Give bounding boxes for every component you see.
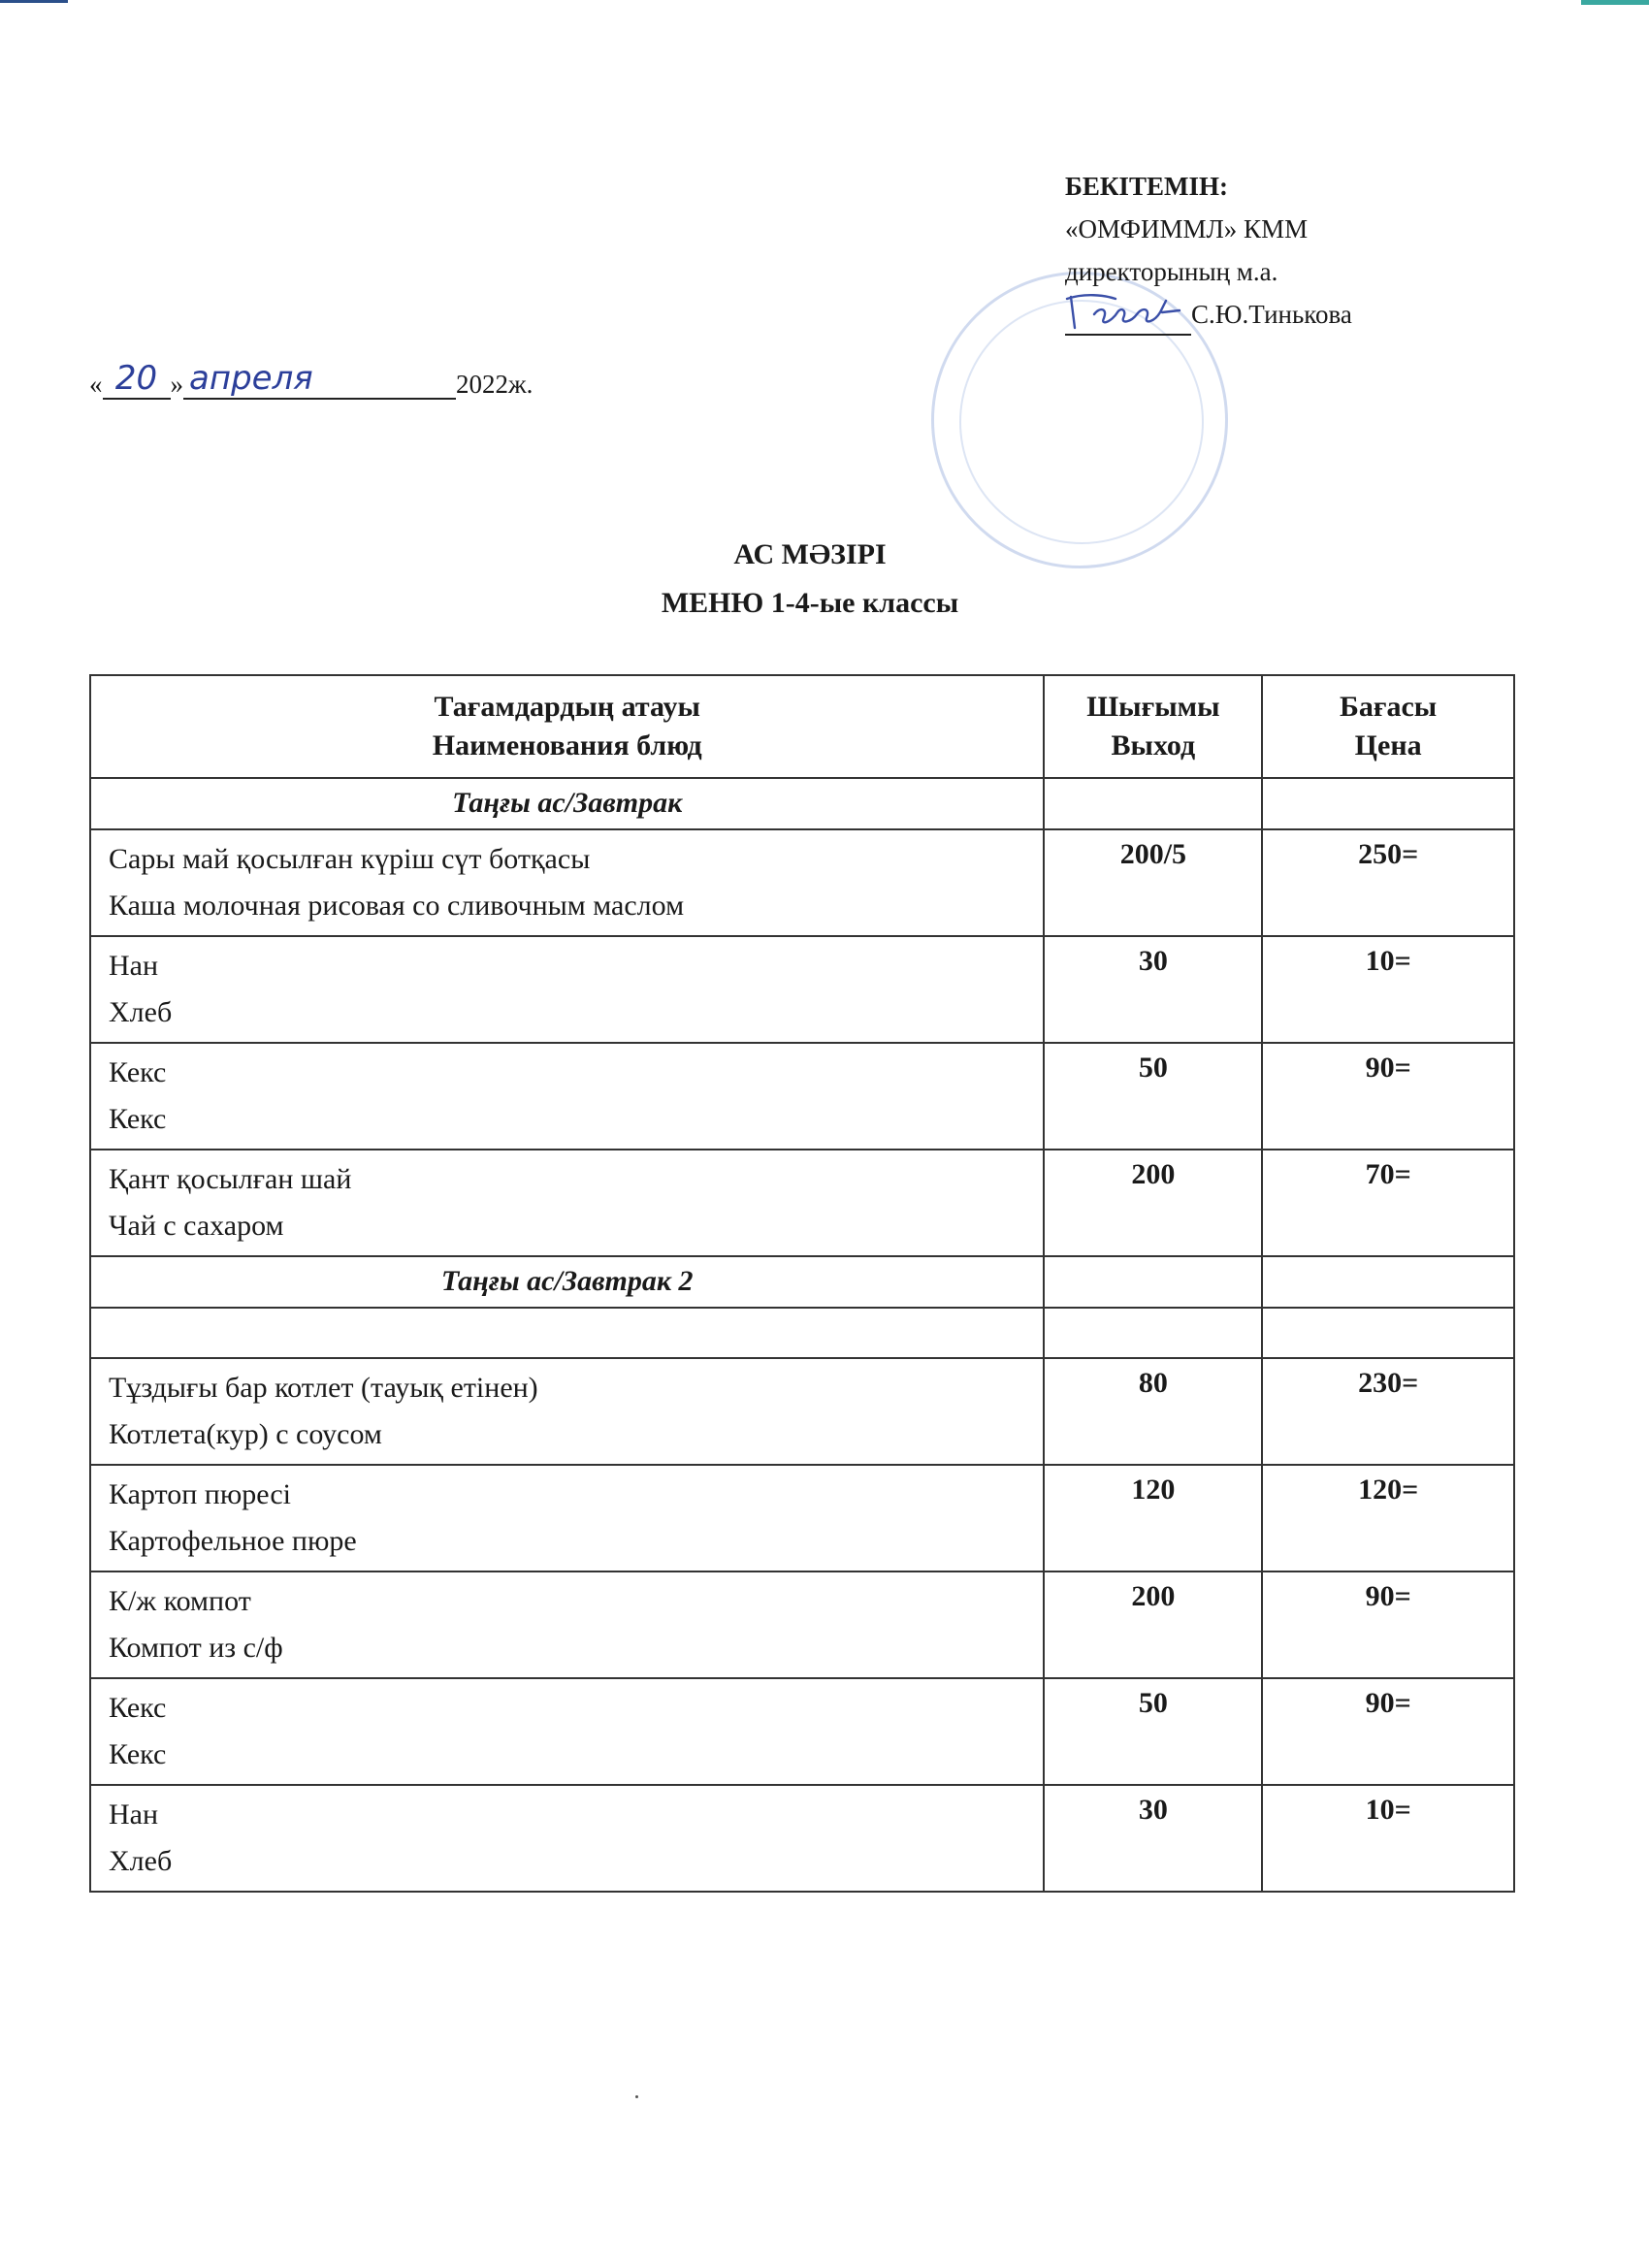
dish-name-kz: Сары май қосылған күріш сүт ботқасы — [109, 843, 591, 875]
table-row — [90, 1358, 1514, 1465]
header-yield-kz: Шығымы — [1086, 691, 1220, 723]
dish-yield: 50 — [1044, 1678, 1262, 1785]
header-price — [1262, 675, 1514, 778]
dish-yield: 200 — [1044, 1571, 1262, 1678]
dish-name-kz: Нан — [109, 1798, 159, 1831]
dish-yield: 200 — [1044, 1150, 1262, 1256]
table-row — [90, 829, 1514, 936]
scan-edge-mark-right — [1581, 0, 1649, 5]
dish-price: 90= — [1262, 1571, 1514, 1678]
dish-name-ru: Кекс — [109, 1738, 167, 1770]
date-year: 2022ж. — [456, 370, 534, 399]
section-row-breakfast — [90, 778, 1514, 829]
dish-name-kz: Кекс — [109, 1056, 167, 1088]
approval-date — [89, 359, 533, 400]
date-open-quote: « — [89, 370, 103, 399]
header-dish-name-kz: Тағамдардың атауы — [434, 691, 700, 723]
dish-price: 230= — [1262, 1358, 1514, 1465]
menu-table — [89, 674, 1515, 1893]
dish-yield: 200/5 — [1044, 829, 1262, 936]
dish-yield: 50 — [1044, 1043, 1262, 1150]
dish-price: 70= — [1262, 1150, 1514, 1256]
approval-block — [1065, 165, 1352, 336]
header-yield — [1044, 675, 1262, 778]
dish-yield: 80 — [1044, 1358, 1262, 1465]
approver-name: С.Ю.Тинькова — [1191, 300, 1352, 329]
scan-edge-mark-left — [0, 0, 68, 3]
scan-speck — [635, 2095, 638, 2098]
dish-price: 10= — [1262, 1785, 1514, 1892]
section-title: Таңғы ас/Завтрак 2 — [90, 1256, 1044, 1308]
date-close-quote: » — [170, 370, 183, 399]
dish-name-kz: Тұздығы бар котлет (тауық етінен) — [109, 1372, 538, 1404]
header-yield-ru: Выход — [1111, 729, 1196, 761]
dish-name-ru: Хлеб — [109, 996, 173, 1028]
dish-name-kz: Қант қосылған шай — [109, 1163, 352, 1195]
dish-yield: 120 — [1044, 1465, 1262, 1571]
section-row-breakfast-2 — [90, 1256, 1514, 1308]
table-row — [90, 1043, 1514, 1150]
table-row — [90, 1150, 1514, 1256]
header-dish-name — [90, 675, 1044, 778]
menu-title-kz: АС МӘЗІРІ — [733, 538, 887, 570]
dish-yield: 30 — [1044, 936, 1262, 1043]
header-price-ru: Цена — [1354, 729, 1422, 761]
table-row — [90, 1465, 1514, 1571]
dish-name-ru: Хлеб — [109, 1845, 173, 1877]
dish-name-ru: Картофельное пюре — [109, 1525, 357, 1557]
signature — [1065, 295, 1191, 336]
dish-name-ru: Кекс — [109, 1103, 167, 1135]
dish-price: 120= — [1262, 1465, 1514, 1571]
dish-yield: 30 — [1044, 1785, 1262, 1892]
dish-price: 10= — [1262, 936, 1514, 1043]
dish-name-ru: Каша молочная рисовая со сливочным маслом — [109, 890, 685, 922]
header-dish-name-ru: Наименования блюд — [432, 729, 702, 761]
dish-name-kz: Нан — [109, 950, 159, 982]
approval-position: директорының м.а. — [1065, 257, 1278, 286]
signature-scribble — [1065, 289, 1191, 334]
dish-price: 90= — [1262, 1678, 1514, 1785]
section-title: Таңғы ас/Завтрак — [90, 778, 1044, 829]
approval-organization: «ОМФИММЛ» КММ — [1065, 214, 1309, 243]
dish-price: 90= — [1262, 1043, 1514, 1150]
dish-name-kz: К/ж компот — [109, 1585, 251, 1617]
menu-title-ru: МЕНЮ 1-4-ые классы — [661, 587, 959, 619]
dish-name-ru: Компот из с/ф — [109, 1632, 283, 1664]
table-row — [90, 1571, 1514, 1678]
dish-name-kz: Кекс — [109, 1692, 167, 1724]
stamp-inner-ring — [959, 300, 1204, 544]
dish-price: 250= — [1262, 829, 1514, 936]
dish-name-kz: Картоп пюресі — [109, 1478, 291, 1510]
date-day: 20 — [114, 359, 158, 398]
dish-name-ru: Котлета(кур) с соусом — [109, 1418, 382, 1450]
date-month: апреля — [189, 359, 313, 398]
table-row — [90, 936, 1514, 1043]
table-header-row — [90, 675, 1514, 778]
dish-name-ru: Чай с сахаром — [109, 1210, 284, 1242]
table-row — [90, 1678, 1514, 1785]
header-price-kz: Бағасы — [1340, 691, 1438, 723]
signature-line — [1065, 293, 1352, 336]
approval-heading: БЕКІТЕМІН: — [1065, 172, 1228, 201]
blank-row — [90, 1308, 1514, 1358]
table-row — [90, 1785, 1514, 1892]
